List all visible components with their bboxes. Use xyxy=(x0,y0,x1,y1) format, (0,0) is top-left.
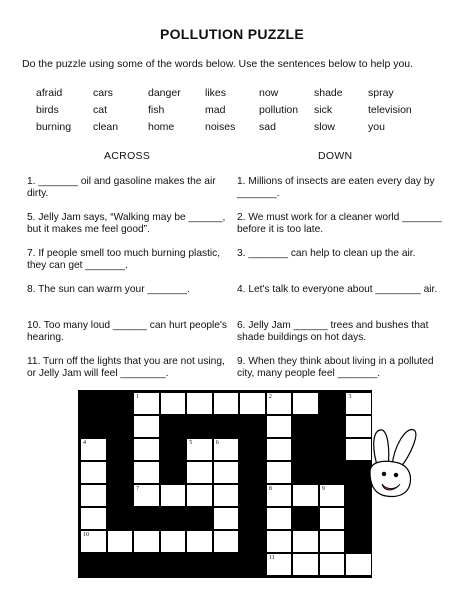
crossword-cell[interactable] xyxy=(133,530,160,553)
word-bank-item: now xyxy=(259,87,279,99)
word-bank-item: cat xyxy=(93,104,108,116)
crossword-block xyxy=(107,553,134,576)
crossword-cell[interactable] xyxy=(133,392,160,415)
crossword-block xyxy=(239,415,266,438)
crossword-block xyxy=(160,553,187,576)
page-title: POLLUTION PUZZLE xyxy=(159,26,304,42)
word-bank-item: danger xyxy=(148,87,181,99)
crossword-cell[interactable] xyxy=(133,484,160,507)
crossword-cell[interactable] xyxy=(133,415,160,438)
crossword-cell[interactable] xyxy=(186,461,213,484)
word-bank-item: sick xyxy=(314,104,333,116)
crossword-block xyxy=(319,415,346,438)
word-bank-item: shade xyxy=(314,87,343,99)
crossword-cell[interactable] xyxy=(80,461,107,484)
crossword-cell[interactable] xyxy=(239,392,266,415)
crossword-cell[interactable] xyxy=(266,438,293,461)
crossword-cell[interactable] xyxy=(107,530,134,553)
crossword-cell[interactable] xyxy=(266,530,293,553)
crossword-block xyxy=(186,553,213,576)
crossword-block xyxy=(80,392,107,415)
crossword-block xyxy=(160,507,187,530)
down-clues xyxy=(237,176,449,392)
crossword-cell[interactable] xyxy=(80,438,107,461)
crossword-grid xyxy=(78,390,372,578)
crossword-cell[interactable] xyxy=(80,507,107,530)
crossword-cell[interactable] xyxy=(213,507,240,530)
crossword-block xyxy=(319,438,346,461)
crossword-cell[interactable] xyxy=(213,392,240,415)
crossword-cell[interactable] xyxy=(266,415,293,438)
clue-number: 1 xyxy=(136,394,140,400)
word-bank-item: sad xyxy=(259,121,276,133)
word-bank-item: fish xyxy=(148,104,165,116)
word-bank-item: home xyxy=(148,121,175,133)
crossword-cell[interactable] xyxy=(133,438,160,461)
word-bank-item: clean xyxy=(93,121,119,133)
crossword-cell[interactable] xyxy=(80,530,107,553)
crossword-cell[interactable] xyxy=(345,553,372,576)
crossword-block xyxy=(80,415,107,438)
crossword-block xyxy=(160,461,187,484)
across-clue: 5. Jelly Jam says, “Walking may be ______, but it makes me feel good”. xyxy=(27,212,226,236)
crossword-block xyxy=(186,507,213,530)
crossword-block xyxy=(319,392,346,415)
crossword-block xyxy=(107,392,134,415)
crossword-cell[interactable] xyxy=(292,484,319,507)
down-clue: 1. Millions of insects are eaten every day by _______. xyxy=(237,176,435,200)
clue-number: 5 xyxy=(189,440,193,446)
crossword-block xyxy=(160,438,187,461)
crossword-cell[interactable] xyxy=(213,438,240,461)
instructions: Do the puzzle using some of the words below. Use the sentences below to help you. xyxy=(22,58,414,70)
crossword-block xyxy=(186,415,213,438)
crossword-cell[interactable] xyxy=(266,461,293,484)
crossword-block xyxy=(292,507,319,530)
across-heading: ACROSS xyxy=(104,150,151,162)
crossword-block xyxy=(239,461,266,484)
across-clue: 11. Turn off the lights that you are not using, or Jelly Jam will feel ________. xyxy=(27,356,225,380)
crossword-block xyxy=(133,553,160,576)
crossword-block xyxy=(239,438,266,461)
crossword-block xyxy=(133,507,160,530)
crossword-cell[interactable] xyxy=(345,392,372,415)
word-bank-item: cars xyxy=(93,87,113,99)
crossword-cell[interactable] xyxy=(213,484,240,507)
down-heading: DOWN xyxy=(318,150,353,162)
crossword-cell[interactable] xyxy=(266,392,293,415)
crossword-cell[interactable] xyxy=(292,553,319,576)
across-clue: 8. The sun can warm your _______. xyxy=(27,284,190,295)
crossword-block xyxy=(213,553,240,576)
crossword-block xyxy=(107,461,134,484)
crossword-block xyxy=(80,553,107,576)
word-bank-item: likes xyxy=(205,87,227,99)
crossword-cell[interactable] xyxy=(186,484,213,507)
crossword-cell[interactable] xyxy=(80,484,107,507)
crossword-block xyxy=(107,484,134,507)
down-clue: 4. Let's talk to everyone about ________ air. xyxy=(237,284,438,295)
crossword-cell[interactable] xyxy=(266,553,293,576)
word-bank-item: noises xyxy=(205,121,236,133)
crossword-cell[interactable] xyxy=(213,461,240,484)
crossword-cell[interactable] xyxy=(133,461,160,484)
word-bank-item: spray xyxy=(368,87,394,99)
crossword-cell[interactable] xyxy=(319,507,346,530)
word-bank-item: burning xyxy=(36,121,72,133)
clue-number: 2 xyxy=(268,394,272,400)
word-bank-item: slow xyxy=(314,121,336,133)
word-bank-item: you xyxy=(368,121,385,133)
crossword-cells xyxy=(80,392,372,576)
crossword-block xyxy=(239,507,266,530)
crossword-block xyxy=(239,484,266,507)
crossword-block xyxy=(292,461,319,484)
clue-number: 7 xyxy=(136,486,140,492)
crossword-cell[interactable] xyxy=(319,553,346,576)
across-clues xyxy=(27,176,232,392)
crossword-cell[interactable] xyxy=(266,507,293,530)
crossword-block xyxy=(213,415,240,438)
crossword-block xyxy=(345,530,372,553)
crossword-block xyxy=(107,438,134,461)
clue-number: 3 xyxy=(348,394,352,400)
bunny-mascot-icon xyxy=(368,420,420,500)
down-clue: 2. We must work for a cleaner world _______ before it is too late. xyxy=(237,212,442,236)
crossword-block xyxy=(319,461,346,484)
clue-number: 10 xyxy=(83,532,89,538)
word-bank-item: pollution xyxy=(259,104,299,116)
crossword-block xyxy=(160,415,187,438)
word-bank xyxy=(36,86,446,134)
crossword-cell[interactable] xyxy=(160,392,187,415)
word-bank-item: mad xyxy=(205,104,226,116)
clue-number: 11 xyxy=(268,555,275,561)
crossword-cell[interactable] xyxy=(186,392,213,415)
word-bank-item: birds xyxy=(36,104,59,116)
crossword-cell[interactable] xyxy=(160,530,187,553)
crossword-block xyxy=(345,507,372,530)
across-clue: 10. Too many loud ______ can hurt people's hearing. xyxy=(27,320,227,344)
clue-number: 9 xyxy=(321,486,325,492)
crossword-block xyxy=(239,530,266,553)
crossword-cell[interactable] xyxy=(213,530,240,553)
crossword-cell[interactable] xyxy=(292,530,319,553)
down-clue: 3. _______ can help to clean up the air. xyxy=(237,248,416,259)
crossword-cell[interactable] xyxy=(292,392,319,415)
clue-number: 4 xyxy=(83,440,86,446)
word-bank-item: television xyxy=(368,104,412,116)
crossword-block xyxy=(292,438,319,461)
down-clue: 9. When they think about living in a polluted city, many people feel _______. xyxy=(237,356,434,380)
clue-number: 6 xyxy=(215,440,219,446)
crossword-block xyxy=(107,507,134,530)
down-clue: 6. Jelly Jam ______ trees and bushes that shade buildings on hot days. xyxy=(237,320,429,344)
crossword-cell[interactable] xyxy=(319,484,346,507)
crossword-cell[interactable] xyxy=(319,530,346,553)
crossword-cell[interactable] xyxy=(266,484,293,507)
crossword-block xyxy=(239,553,266,576)
across-clue: 7. If people smell too much burning plastic, they can get _______. xyxy=(27,248,221,272)
crossword-cell[interactable] xyxy=(186,530,213,553)
crossword-block xyxy=(292,415,319,438)
crossword-cell[interactable] xyxy=(186,438,213,461)
crossword-block xyxy=(107,415,134,438)
word-bank-item: afraid xyxy=(36,87,63,99)
clue-number: 8 xyxy=(268,486,272,492)
crossword-cell[interactable] xyxy=(160,484,187,507)
across-clue: 1. _______ oil and gasoline makes the air dirty. xyxy=(27,176,216,200)
